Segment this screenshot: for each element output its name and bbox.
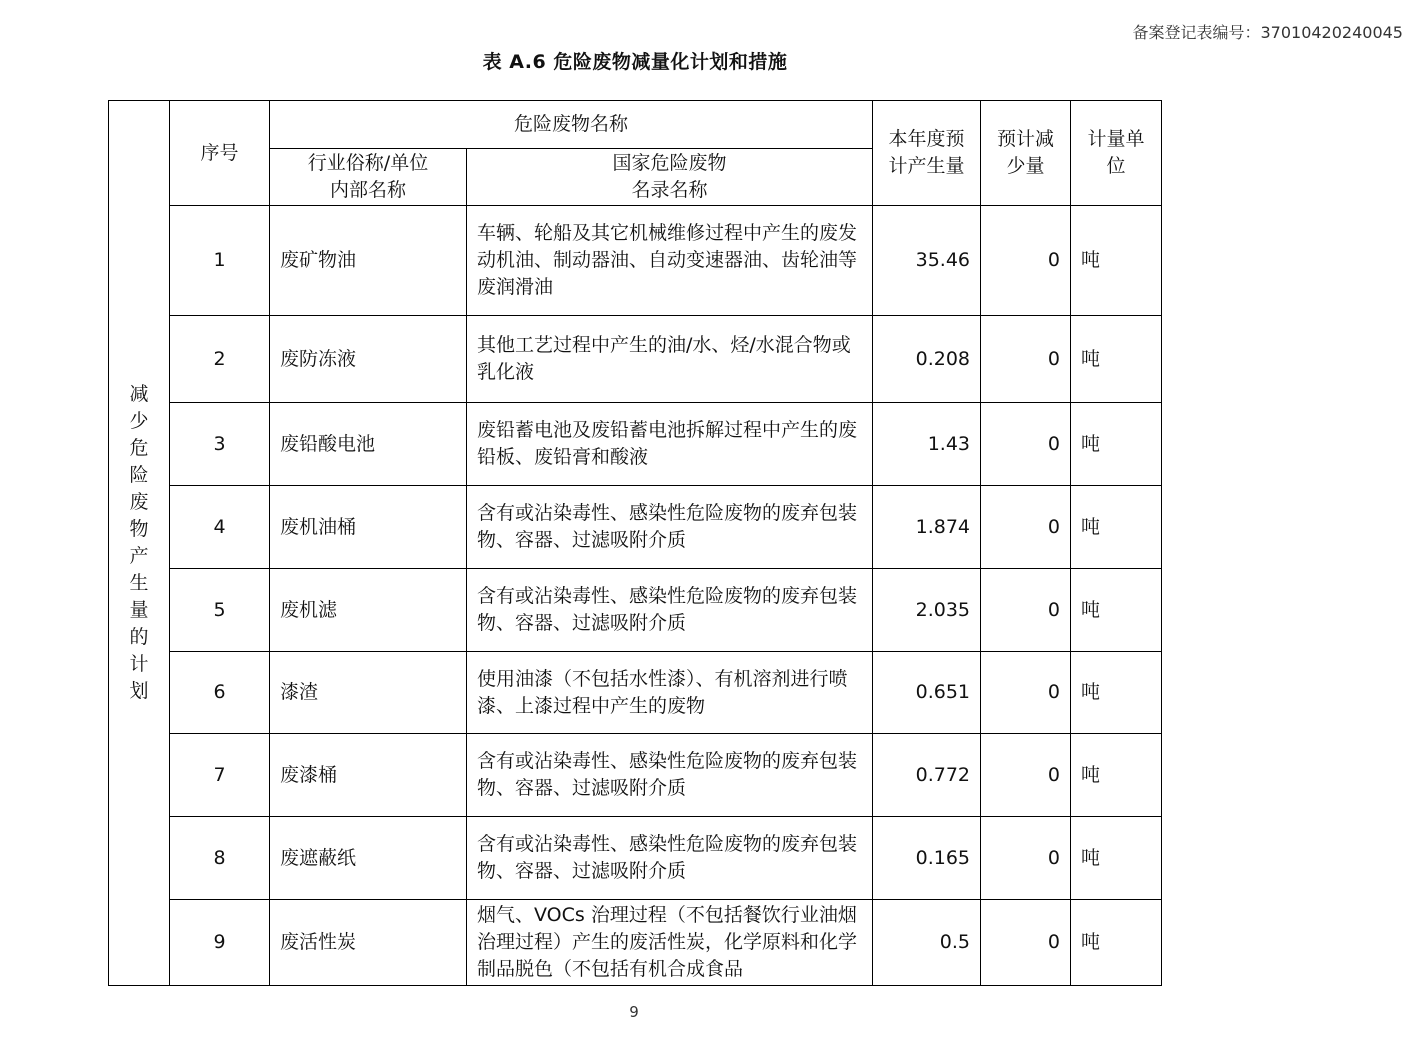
- row-unit: 吨: [1071, 817, 1162, 900]
- waste-reduction-table: [108, 100, 1162, 986]
- row-reduction: 0: [981, 486, 1071, 569]
- row-unit: 吨: [1071, 316, 1162, 403]
- table-row: [109, 817, 1162, 900]
- row-national-name: 使用油漆（不包括水性漆）、有机溶剂进行喷 漆、上漆过程中产生的废物: [467, 652, 873, 734]
- row-national-name: 废铅蓄电池及废铅蓄电池拆解过程中产生的废 铅板、废铅膏和酸液: [467, 403, 873, 486]
- row-national-name: 烟气、VOCs 治理过程（不包括餐饮行业油烟治理过程）产生的废活性炭，化学原料和化学制品脱色（不包括有机合成食品: [467, 900, 873, 986]
- row-annual-output: 0.208: [873, 316, 981, 403]
- row-seq: 6: [170, 652, 270, 734]
- table-row: [109, 734, 1162, 817]
- table-title: 表 A.6 危险废物减量化计划和措施: [482, 51, 788, 73]
- row-reduction: 0: [981, 206, 1071, 316]
- row-reduction: 0: [981, 900, 1071, 986]
- row-unit: 吨: [1071, 652, 1162, 734]
- row-unit: 吨: [1071, 206, 1162, 316]
- row-waste-name: 废防冻液: [270, 316, 467, 403]
- table-row: [109, 403, 1162, 486]
- row-national-name: 车辆、轮船及其它机械维修过程中产生的废发动机油、制动器油、自动变速器油、齿轮油等 废润滑油: [467, 206, 873, 316]
- row-unit: 吨: [1071, 734, 1162, 817]
- row-waste-name: 漆渣: [270, 652, 467, 734]
- table-row: [109, 316, 1162, 403]
- table-row: [109, 900, 1162, 986]
- row-waste-name: 废活性炭: [270, 900, 467, 986]
- row-annual-output: 2.035: [873, 569, 981, 652]
- row-annual-output: 1.874: [873, 486, 981, 569]
- row-waste-name: 废漆桶: [270, 734, 467, 817]
- row-unit: 吨: [1071, 900, 1162, 986]
- row-seq: 4: [170, 486, 270, 569]
- row-seq: 1: [170, 206, 270, 316]
- row-reduction: 0: [981, 316, 1071, 403]
- header-annual-output: 本年度预 计产生量: [873, 101, 981, 206]
- row-national-name: 含有或沾染毒性、感染性危险废物的废弃包装 物、容器、过滤吸附介质: [467, 569, 873, 652]
- row-reduction: 0: [981, 734, 1071, 817]
- header-industry-name: 行业俗称/单位 内部名称: [270, 149, 467, 206]
- row-waste-name: 废机滤: [270, 569, 467, 652]
- row-seq: 8: [170, 817, 270, 900]
- row-unit: 吨: [1071, 403, 1162, 486]
- row-annual-output: 1.43: [873, 403, 981, 486]
- header-waste-name: 危险废物名称: [270, 101, 873, 149]
- row-reduction: 0: [981, 652, 1071, 734]
- header-national-name: 国家危险废物 名录名称: [467, 149, 873, 206]
- table-row: [109, 569, 1162, 652]
- table-row: [109, 652, 1162, 734]
- row-waste-name: 废矿物油: [270, 206, 467, 316]
- row-national-name: 含有或沾染毒性、感染性危险废物的废弃包装 物、容器、过滤吸附介质: [467, 817, 873, 900]
- row-reduction: 0: [981, 817, 1071, 900]
- row-waste-name: 废机油桶: [270, 486, 467, 569]
- header-reduction: 预计减 少量: [981, 101, 1071, 206]
- row-seq: 9: [170, 900, 270, 986]
- row-seq: 5: [170, 569, 270, 652]
- side-label-cell: [109, 101, 170, 986]
- row-annual-output: 0.165: [873, 817, 981, 900]
- table-row: [109, 206, 1162, 316]
- row-unit: 吨: [1071, 486, 1162, 569]
- row-annual-output: 0.651: [873, 652, 981, 734]
- row-national-name: 含有或沾染毒性、感染性危险废物的废弃包装 物、容器、过滤吸附介质: [467, 486, 873, 569]
- registration-number: 备案登记表编号：37010420240045: [1132, 23, 1403, 42]
- row-annual-output: 0.772: [873, 734, 981, 817]
- header-unit: 计量单 位: [1071, 101, 1162, 206]
- row-seq: 7: [170, 734, 270, 817]
- row-national-name: 其他工艺过程中产生的油/水、烃/水混合物或 乳化液: [467, 316, 873, 403]
- side-label: 减少危险废物产生量的计划: [129, 383, 149, 702]
- row-annual-output: 35.46: [873, 206, 981, 316]
- row-unit: 吨: [1071, 569, 1162, 652]
- row-reduction: 0: [981, 403, 1071, 486]
- row-reduction: 0: [981, 569, 1071, 652]
- page-number: 9: [629, 1003, 639, 1021]
- row-annual-output: 0.5: [873, 900, 981, 986]
- row-seq: 3: [170, 403, 270, 486]
- table-row: [109, 486, 1162, 569]
- row-waste-name: 废遮蔽纸: [270, 817, 467, 900]
- row-seq: 2: [170, 316, 270, 403]
- row-waste-name: 废铅酸电池: [270, 403, 467, 486]
- header-seq: 序号: [170, 101, 270, 206]
- row-national-name: 含有或沾染毒性、感染性危险废物的废弃包装 物、容器、过滤吸附介质: [467, 734, 873, 817]
